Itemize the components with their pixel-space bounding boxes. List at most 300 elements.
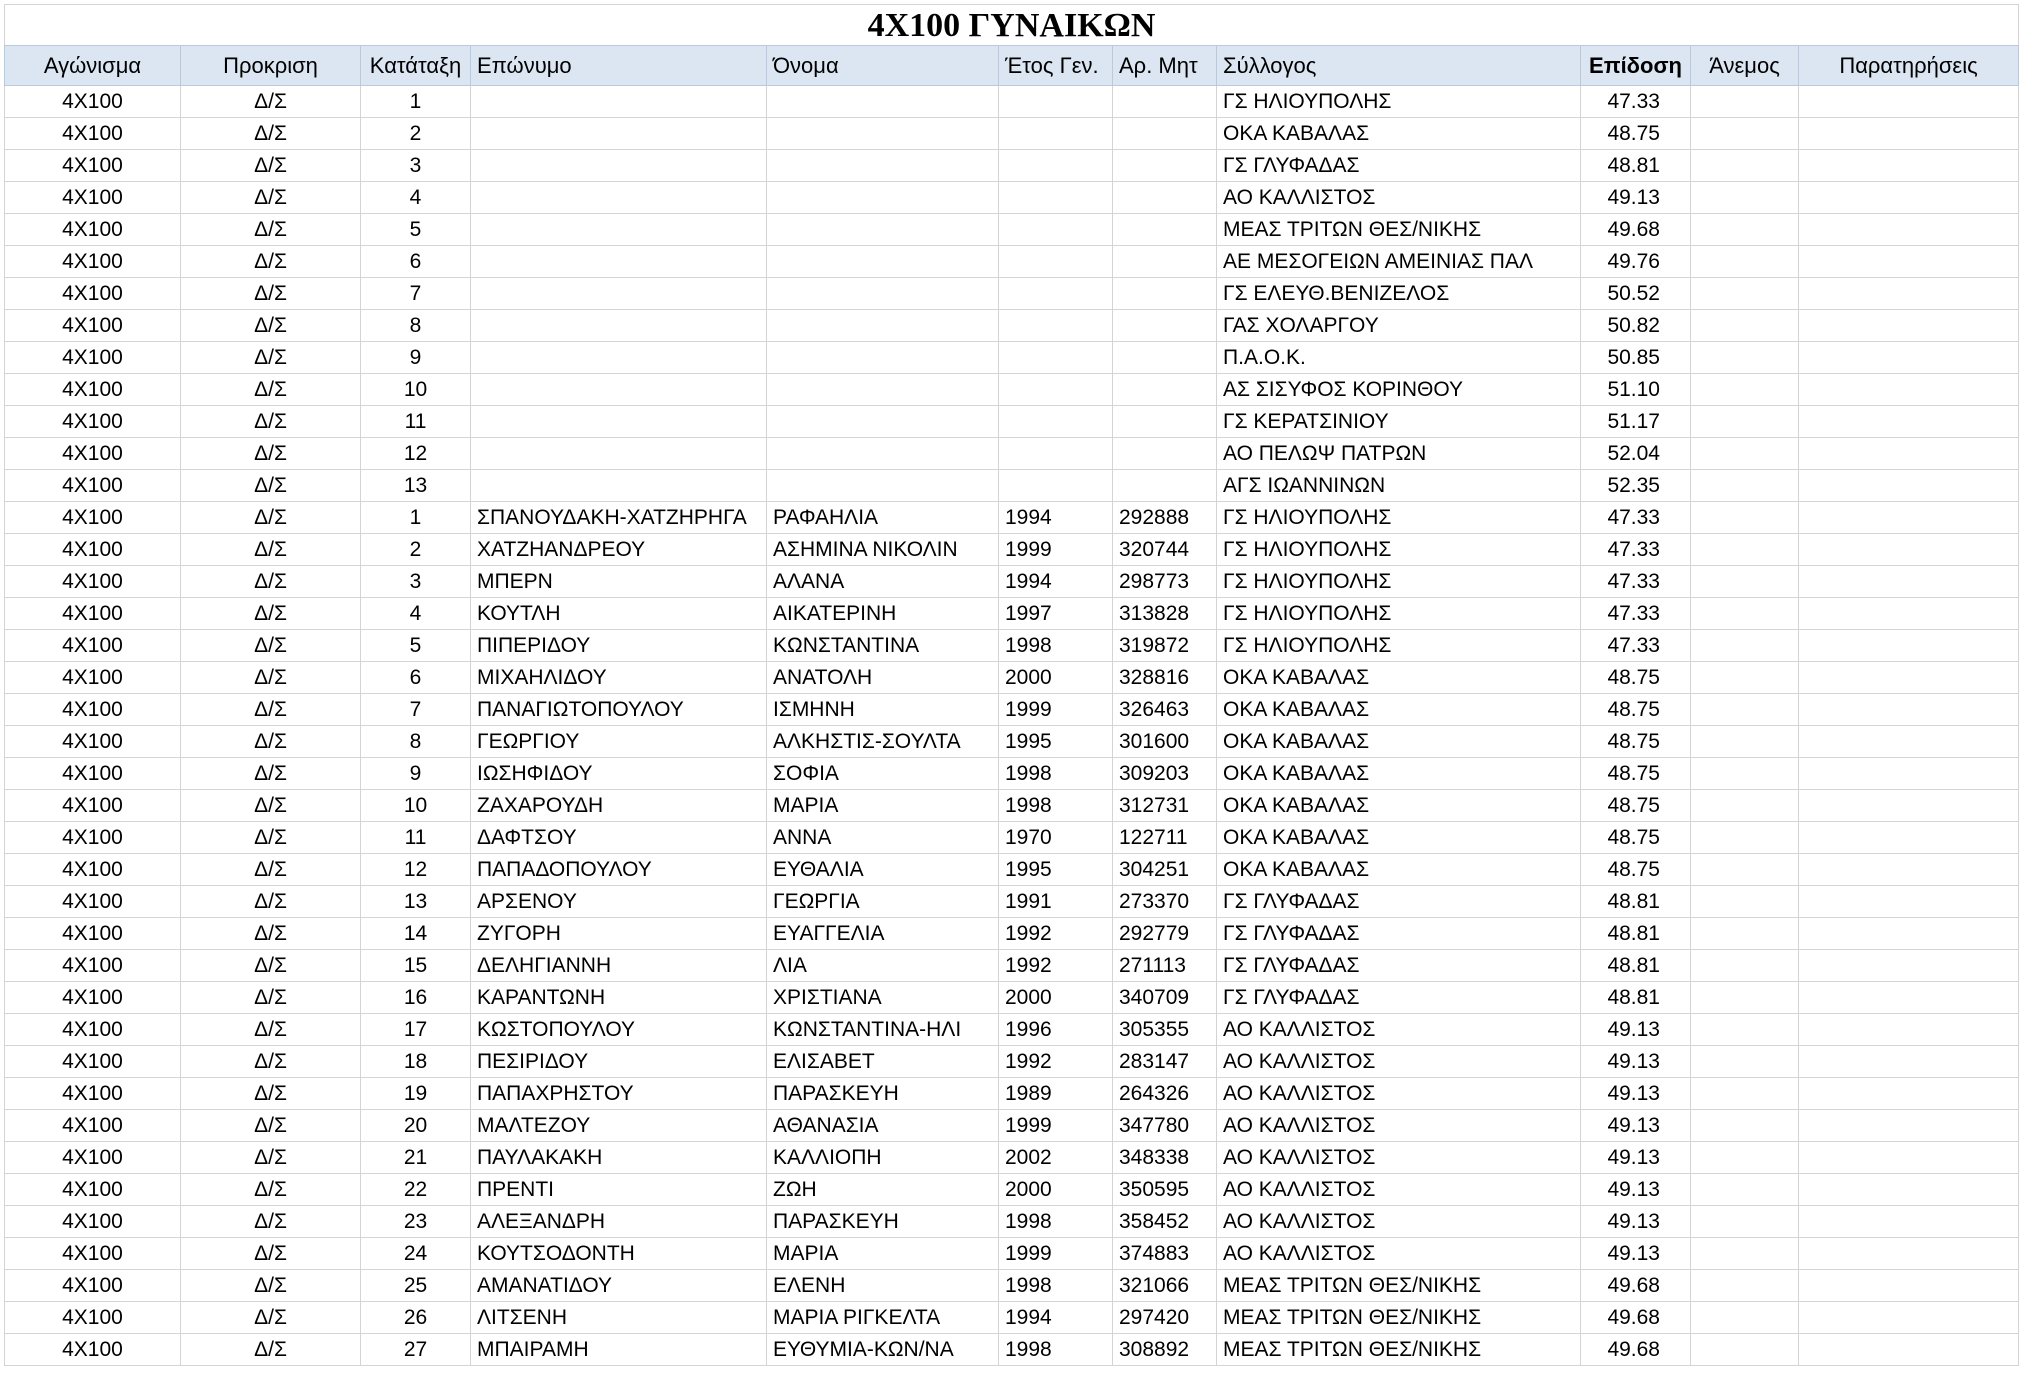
cell-qualification[interactable]: Δ/Σ: [181, 598, 361, 630]
cell-surname[interactable]: ΜΠΕΡΝ: [471, 566, 767, 598]
cell-name[interactable]: ΑΙΚΑΤΕΡΙΝΗ: [767, 598, 999, 630]
cell-wind[interactable]: [1691, 598, 1799, 630]
cell-wind[interactable]: [1691, 150, 1799, 182]
cell-rank[interactable]: 25: [361, 1270, 471, 1302]
cell-wind[interactable]: [1691, 438, 1799, 470]
cell-qualification[interactable]: Δ/Σ: [181, 534, 361, 566]
cell-performance[interactable]: 49.13: [1581, 182, 1691, 214]
cell-birth-year[interactable]: [999, 310, 1113, 342]
cell-registry-number[interactable]: 312731: [1113, 790, 1217, 822]
cell-name[interactable]: ΜΑΡΙΑ: [767, 790, 999, 822]
cell-notes[interactable]: [1799, 694, 2019, 726]
cell-name[interactable]: ΠΑΡΑΣΚΕΥΗ: [767, 1206, 999, 1238]
cell-surname[interactable]: ΠΙΠΕΡΙΔΟΥ: [471, 630, 767, 662]
cell-rank[interactable]: 7: [361, 278, 471, 310]
cell-performance[interactable]: 51.10: [1581, 374, 1691, 406]
cell-event[interactable]: 4X100: [5, 726, 181, 758]
cell-event[interactable]: 4X100: [5, 1174, 181, 1206]
cell-registry-number[interactable]: 292779: [1113, 918, 1217, 950]
cell-qualification[interactable]: Δ/Σ: [181, 1110, 361, 1142]
cell-name[interactable]: ΖΩΗ: [767, 1174, 999, 1206]
cell-club[interactable]: Π.Α.Ο.Κ.: [1217, 342, 1581, 374]
cell-qualification[interactable]: Δ/Σ: [181, 470, 361, 502]
cell-club[interactable]: ΟΚΑ ΚΑΒΑΛΑΣ: [1217, 694, 1581, 726]
cell-event[interactable]: 4X100: [5, 118, 181, 150]
cell-rank[interactable]: 1: [361, 86, 471, 118]
cell-birth-year[interactable]: 1992: [999, 918, 1113, 950]
cell-rank[interactable]: 19: [361, 1078, 471, 1110]
cell-qualification[interactable]: Δ/Σ: [181, 502, 361, 534]
cell-birth-year[interactable]: 1995: [999, 854, 1113, 886]
cell-wind[interactable]: [1691, 118, 1799, 150]
cell-birth-year[interactable]: 1970: [999, 822, 1113, 854]
cell-wind[interactable]: [1691, 1334, 1799, 1366]
cell-name[interactable]: ΚΩΝΣΤΑΝΤΙΝΑ-ΗΛΙ: [767, 1014, 999, 1046]
cell-birth-year[interactable]: 1998: [999, 790, 1113, 822]
cell-performance[interactable]: 47.33: [1581, 534, 1691, 566]
cell-rank[interactable]: 13: [361, 886, 471, 918]
cell-event[interactable]: 4X100: [5, 150, 181, 182]
cell-notes[interactable]: [1799, 438, 2019, 470]
cell-performance[interactable]: 52.04: [1581, 438, 1691, 470]
cell-name[interactable]: ΑΘΑΝΑΣΙΑ: [767, 1110, 999, 1142]
cell-notes[interactable]: [1799, 406, 2019, 438]
cell-name[interactable]: [767, 246, 999, 278]
cell-notes[interactable]: [1799, 374, 2019, 406]
cell-event[interactable]: 4X100: [5, 982, 181, 1014]
cell-wind[interactable]: [1691, 694, 1799, 726]
cell-performance[interactable]: 49.13: [1581, 1078, 1691, 1110]
cell-club[interactable]: ΑΟ ΚΑΛΛΙΣΤΟΣ: [1217, 1174, 1581, 1206]
cell-registry-number[interactable]: [1113, 438, 1217, 470]
cell-surname[interactable]: ΑΡΣΕΝΟΥ: [471, 886, 767, 918]
cell-performance[interactable]: 48.81: [1581, 150, 1691, 182]
cell-rank[interactable]: 12: [361, 854, 471, 886]
cell-wind[interactable]: [1691, 1142, 1799, 1174]
cell-qualification[interactable]: Δ/Σ: [181, 1014, 361, 1046]
cell-notes[interactable]: [1799, 1110, 2019, 1142]
cell-club[interactable]: ΓΣ ΗΛΙΟΥΠΟΛΗΣ: [1217, 86, 1581, 118]
cell-qualification[interactable]: Δ/Σ: [181, 790, 361, 822]
cell-notes[interactable]: [1799, 1078, 2019, 1110]
cell-performance[interactable]: 47.33: [1581, 566, 1691, 598]
cell-name[interactable]: ΚΩΝΣΤΑΝΤΙΝΑ: [767, 630, 999, 662]
cell-qualification[interactable]: Δ/Σ: [181, 1334, 361, 1366]
cell-qualification[interactable]: Δ/Σ: [181, 950, 361, 982]
cell-notes[interactable]: [1799, 118, 2019, 150]
cell-performance[interactable]: 47.33: [1581, 502, 1691, 534]
cell-name[interactable]: ΜΑΡΙΑ ΡΙΓΚΕΛΤΑ: [767, 1302, 999, 1334]
cell-event[interactable]: 4X100: [5, 374, 181, 406]
cell-event[interactable]: 4X100: [5, 566, 181, 598]
cell-surname[interactable]: ΠΑΠΑΧΡΗΣΤΟΥ: [471, 1078, 767, 1110]
cell-name[interactable]: ΕΛΙΣΑΒΕΤ: [767, 1046, 999, 1078]
cell-name[interactable]: [767, 310, 999, 342]
cell-club[interactable]: ΓΣ ΗΛΙΟΥΠΟΛΗΣ: [1217, 534, 1581, 566]
cell-registry-number[interactable]: 347780: [1113, 1110, 1217, 1142]
cell-name[interactable]: ΜΑΡΙΑ: [767, 1238, 999, 1270]
cell-qualification[interactable]: Δ/Σ: [181, 662, 361, 694]
cell-birth-year[interactable]: 1992: [999, 1046, 1113, 1078]
cell-rank[interactable]: 20: [361, 1110, 471, 1142]
cell-event[interactable]: 4X100: [5, 406, 181, 438]
cell-notes[interactable]: [1799, 950, 2019, 982]
cell-rank[interactable]: 4: [361, 598, 471, 630]
cell-qualification[interactable]: Δ/Σ: [181, 246, 361, 278]
cell-registry-number[interactable]: 283147: [1113, 1046, 1217, 1078]
cell-qualification[interactable]: Δ/Σ: [181, 438, 361, 470]
cell-notes[interactable]: [1799, 1302, 2019, 1334]
cell-notes[interactable]: [1799, 534, 2019, 566]
cell-qualification[interactable]: Δ/Σ: [181, 278, 361, 310]
cell-notes[interactable]: [1799, 726, 2019, 758]
cell-club[interactable]: ΑΓΣ ΙΩΑΝΝΙΝΩΝ: [1217, 470, 1581, 502]
cell-registry-number[interactable]: [1113, 310, 1217, 342]
cell-qualification[interactable]: Δ/Σ: [181, 118, 361, 150]
cell-wind[interactable]: [1691, 406, 1799, 438]
cell-club[interactable]: ΟΚΑ ΚΑΒΑΛΑΣ: [1217, 662, 1581, 694]
cell-wind[interactable]: [1691, 182, 1799, 214]
cell-performance[interactable]: 48.81: [1581, 886, 1691, 918]
cell-name[interactable]: ΚΑΛΛΙΟΠΗ: [767, 1142, 999, 1174]
cell-notes[interactable]: [1799, 86, 2019, 118]
cell-registry-number[interactable]: 319872: [1113, 630, 1217, 662]
cell-registry-number[interactable]: 340709: [1113, 982, 1217, 1014]
cell-event[interactable]: 4X100: [5, 886, 181, 918]
cell-club[interactable]: ΟΚΑ ΚΑΒΑΛΑΣ: [1217, 822, 1581, 854]
cell-event[interactable]: 4X100: [5, 502, 181, 534]
cell-registry-number[interactable]: 292888: [1113, 502, 1217, 534]
cell-club[interactable]: ΟΚΑ ΚΑΒΑΛΑΣ: [1217, 854, 1581, 886]
cell-registry-number[interactable]: 297420: [1113, 1302, 1217, 1334]
cell-surname[interactable]: [471, 406, 767, 438]
cell-registry-number[interactable]: [1113, 214, 1217, 246]
cell-rank[interactable]: 27: [361, 1334, 471, 1366]
cell-event[interactable]: 4X100: [5, 1142, 181, 1174]
cell-name[interactable]: ΑΝΑΤΟΛΗ: [767, 662, 999, 694]
cell-event[interactable]: 4X100: [5, 854, 181, 886]
cell-club[interactable]: ΑΟ ΚΑΛΛΙΣΤΟΣ: [1217, 1238, 1581, 1270]
cell-rank[interactable]: 12: [361, 438, 471, 470]
cell-name[interactable]: ΑΝΝΑ: [767, 822, 999, 854]
cell-surname[interactable]: [471, 86, 767, 118]
cell-rank[interactable]: 3: [361, 566, 471, 598]
cell-qualification[interactable]: Δ/Σ: [181, 758, 361, 790]
cell-qualification[interactable]: Δ/Σ: [181, 406, 361, 438]
cell-wind[interactable]: [1691, 278, 1799, 310]
cell-birth-year[interactable]: 1999: [999, 1238, 1113, 1270]
cell-wind[interactable]: [1691, 918, 1799, 950]
cell-event[interactable]: 4X100: [5, 1302, 181, 1334]
cell-rank[interactable]: 5: [361, 630, 471, 662]
cell-surname[interactable]: [471, 310, 767, 342]
cell-performance[interactable]: 47.33: [1581, 86, 1691, 118]
cell-event[interactable]: 4X100: [5, 438, 181, 470]
cell-name[interactable]: ΑΛΚΗΣΤΙΣ-ΣΟΥΛΤΑ: [767, 726, 999, 758]
cell-birth-year[interactable]: 2000: [999, 662, 1113, 694]
cell-name[interactable]: ΕΥΘΥΜΙΑ-ΚΩΝ/ΝΑ: [767, 1334, 999, 1366]
cell-surname[interactable]: [471, 342, 767, 374]
cell-club[interactable]: ΑΟ ΠΕΛΩΨ ΠΑΤΡΩΝ: [1217, 438, 1581, 470]
cell-registry-number[interactable]: 304251: [1113, 854, 1217, 886]
cell-event[interactable]: 4X100: [5, 630, 181, 662]
cell-event[interactable]: 4X100: [5, 1334, 181, 1366]
cell-birth-year[interactable]: 1994: [999, 502, 1113, 534]
cell-performance[interactable]: 48.75: [1581, 662, 1691, 694]
cell-performance[interactable]: 49.13: [1581, 1142, 1691, 1174]
cell-event[interactable]: 4X100: [5, 1046, 181, 1078]
cell-surname[interactable]: ΚΟΥΤΣΟΔΟΝΤΗ: [471, 1238, 767, 1270]
cell-wind[interactable]: [1691, 1302, 1799, 1334]
cell-event[interactable]: 4X100: [5, 182, 181, 214]
cell-birth-year[interactable]: [999, 118, 1113, 150]
cell-registry-number[interactable]: 348338: [1113, 1142, 1217, 1174]
cell-surname[interactable]: [471, 374, 767, 406]
cell-surname[interactable]: ΓΕΩΡΓΙΟΥ: [471, 726, 767, 758]
cell-wind[interactable]: [1691, 1270, 1799, 1302]
cell-rank[interactable]: 3: [361, 150, 471, 182]
cell-surname[interactable]: ΖΥΓΟΡΗ: [471, 918, 767, 950]
cell-surname[interactable]: [471, 438, 767, 470]
cell-qualification[interactable]: Δ/Σ: [181, 86, 361, 118]
cell-notes[interactable]: [1799, 854, 2019, 886]
cell-performance[interactable]: 49.13: [1581, 1014, 1691, 1046]
cell-name[interactable]: [767, 86, 999, 118]
cell-qualification[interactable]: Δ/Σ: [181, 1142, 361, 1174]
cell-birth-year[interactable]: [999, 342, 1113, 374]
cell-surname[interactable]: ΔΑΦΤΣΟΥ: [471, 822, 767, 854]
cell-club[interactable]: ΓΣ ΓΛΥΦΑΔΑΣ: [1217, 950, 1581, 982]
cell-rank[interactable]: 6: [361, 662, 471, 694]
cell-registry-number[interactable]: [1113, 246, 1217, 278]
cell-surname[interactable]: ΔΕΛΗΓΙΑΝΝΗ: [471, 950, 767, 982]
cell-club[interactable]: ΑΟ ΚΑΛΛΙΣΤΟΣ: [1217, 1206, 1581, 1238]
cell-registry-number[interactable]: 358452: [1113, 1206, 1217, 1238]
cell-qualification[interactable]: Δ/Σ: [181, 854, 361, 886]
cell-registry-number[interactable]: [1113, 182, 1217, 214]
cell-surname[interactable]: [471, 246, 767, 278]
cell-club[interactable]: ΜΕΑΣ ΤΡΙΤΩΝ ΘΕΣ/ΝΙΚΗΣ: [1217, 1334, 1581, 1366]
cell-birth-year[interactable]: [999, 374, 1113, 406]
cell-notes[interactable]: [1799, 470, 2019, 502]
cell-name[interactable]: ΙΣΜΗΝΗ: [767, 694, 999, 726]
cell-registry-number[interactable]: [1113, 342, 1217, 374]
cell-notes[interactable]: [1799, 1270, 2019, 1302]
cell-rank[interactable]: 23: [361, 1206, 471, 1238]
col-header-name[interactable]: Όνομα: [767, 46, 999, 86]
cell-event[interactable]: 4X100: [5, 918, 181, 950]
cell-surname[interactable]: [471, 470, 767, 502]
cell-surname[interactable]: ΣΠΑΝΟΥΔΑΚΗ-ΧΑΤΖΗΡΗΓΑ: [471, 502, 767, 534]
cell-name[interactable]: [767, 374, 999, 406]
cell-rank[interactable]: 10: [361, 790, 471, 822]
cell-notes[interactable]: [1799, 1046, 2019, 1078]
cell-registry-number[interactable]: [1113, 278, 1217, 310]
cell-qualification[interactable]: Δ/Σ: [181, 1078, 361, 1110]
cell-surname[interactable]: ΠΑΥΛΑΚΑΚΗ: [471, 1142, 767, 1174]
cell-birth-year[interactable]: [999, 86, 1113, 118]
cell-birth-year[interactable]: [999, 182, 1113, 214]
cell-birth-year[interactable]: 1996: [999, 1014, 1113, 1046]
cell-wind[interactable]: [1691, 790, 1799, 822]
cell-name[interactable]: ΕΥΘΑΛΙΑ: [767, 854, 999, 886]
cell-rank[interactable]: 16: [361, 982, 471, 1014]
cell-performance[interactable]: 48.75: [1581, 790, 1691, 822]
cell-rank[interactable]: 6: [361, 246, 471, 278]
cell-performance[interactable]: 48.75: [1581, 118, 1691, 150]
cell-name[interactable]: [767, 118, 999, 150]
cell-surname[interactable]: ΚΟΥΤΛΗ: [471, 598, 767, 630]
cell-wind[interactable]: [1691, 726, 1799, 758]
cell-name[interactable]: ΛΙΑ: [767, 950, 999, 982]
cell-notes[interactable]: [1799, 1142, 2019, 1174]
cell-qualification[interactable]: Δ/Σ: [181, 374, 361, 406]
cell-registry-number[interactable]: 273370: [1113, 886, 1217, 918]
cell-wind[interactable]: [1691, 1206, 1799, 1238]
cell-wind[interactable]: [1691, 886, 1799, 918]
cell-name[interactable]: [767, 342, 999, 374]
cell-event[interactable]: 4X100: [5, 86, 181, 118]
cell-performance[interactable]: 50.52: [1581, 278, 1691, 310]
cell-rank[interactable]: 13: [361, 470, 471, 502]
cell-qualification[interactable]: Δ/Σ: [181, 918, 361, 950]
cell-notes[interactable]: [1799, 502, 2019, 534]
cell-wind[interactable]: [1691, 854, 1799, 886]
cell-club[interactable]: ΓΣ ΗΛΙΟΥΠΟΛΗΣ: [1217, 566, 1581, 598]
cell-surname[interactable]: ΜΑΛΤΕΖΟΥ: [471, 1110, 767, 1142]
col-header-surname[interactable]: Επώνυμο: [471, 46, 767, 86]
cell-rank[interactable]: 2: [361, 534, 471, 566]
cell-event[interactable]: 4X100: [5, 1270, 181, 1302]
cell-performance[interactable]: 49.68: [1581, 1302, 1691, 1334]
cell-surname[interactable]: [471, 278, 767, 310]
cell-club[interactable]: ΟΚΑ ΚΑΒΑΛΑΣ: [1217, 758, 1581, 790]
cell-registry-number[interactable]: [1113, 470, 1217, 502]
cell-name[interactable]: [767, 278, 999, 310]
cell-wind[interactable]: [1691, 374, 1799, 406]
cell-rank[interactable]: 21: [361, 1142, 471, 1174]
cell-qualification[interactable]: Δ/Σ: [181, 1206, 361, 1238]
cell-performance[interactable]: 49.68: [1581, 1270, 1691, 1302]
cell-performance[interactable]: 48.81: [1581, 982, 1691, 1014]
cell-qualification[interactable]: Δ/Σ: [181, 822, 361, 854]
col-header-registry-number[interactable]: Αρ. Μητ: [1113, 46, 1217, 86]
cell-qualification[interactable]: Δ/Σ: [181, 982, 361, 1014]
cell-wind[interactable]: [1691, 246, 1799, 278]
cell-event[interactable]: 4X100: [5, 1078, 181, 1110]
cell-event[interactable]: 4X100: [5, 470, 181, 502]
cell-club[interactable]: ΑΣ ΣΙΣΥΦΟΣ ΚΟΡΙΝΘΟΥ: [1217, 374, 1581, 406]
cell-performance[interactable]: 49.13: [1581, 1174, 1691, 1206]
cell-registry-number[interactable]: 122711: [1113, 822, 1217, 854]
cell-notes[interactable]: [1799, 214, 2019, 246]
cell-surname[interactable]: ΧΑΤΖΗΑΝΔΡΕΟΥ: [471, 534, 767, 566]
cell-club[interactable]: ΜΕΑΣ ΤΡΙΤΩΝ ΘΕΣ/ΝΙΚΗΣ: [1217, 1270, 1581, 1302]
cell-birth-year[interactable]: [999, 214, 1113, 246]
cell-name[interactable]: [767, 406, 999, 438]
cell-performance[interactable]: 48.75: [1581, 822, 1691, 854]
cell-club[interactable]: ΑΟ ΚΑΛΛΙΣΤΟΣ: [1217, 1046, 1581, 1078]
cell-registry-number[interactable]: [1113, 86, 1217, 118]
cell-performance[interactable]: 49.13: [1581, 1110, 1691, 1142]
cell-surname[interactable]: ΛΙΤΣΕΝΗ: [471, 1302, 767, 1334]
cell-surname[interactable]: ΠΕΣΙΡΙΔΟΥ: [471, 1046, 767, 1078]
cell-surname[interactable]: ΜΙΧΑΗΛΙΔΟΥ: [471, 662, 767, 694]
cell-wind[interactable]: [1691, 1046, 1799, 1078]
cell-performance[interactable]: 51.17: [1581, 406, 1691, 438]
cell-performance[interactable]: 49.13: [1581, 1046, 1691, 1078]
cell-event[interactable]: 4X100: [5, 246, 181, 278]
cell-name[interactable]: [767, 150, 999, 182]
cell-event[interactable]: 4X100: [5, 1110, 181, 1142]
cell-notes[interactable]: [1799, 278, 2019, 310]
cell-notes[interactable]: [1799, 598, 2019, 630]
cell-birth-year[interactable]: 1997: [999, 598, 1113, 630]
cell-name[interactable]: ΑΣΗΜΙΝΑ ΝΙΚΟΛΙΝ: [767, 534, 999, 566]
cell-club[interactable]: ΓΣ ΕΛΕΥΘ.ΒΕΝΙΖΕΛΟΣ: [1217, 278, 1581, 310]
cell-club[interactable]: ΓΣ ΓΛΥΦΑΔΑΣ: [1217, 886, 1581, 918]
cell-event[interactable]: 4X100: [5, 822, 181, 854]
cell-rank[interactable]: 7: [361, 694, 471, 726]
cell-performance[interactable]: 48.81: [1581, 918, 1691, 950]
cell-wind[interactable]: [1691, 534, 1799, 566]
cell-rank[interactable]: 9: [361, 342, 471, 374]
cell-birth-year[interactable]: 2000: [999, 982, 1113, 1014]
cell-club[interactable]: ΓΣ ΗΛΙΟΥΠΟΛΗΣ: [1217, 502, 1581, 534]
cell-notes[interactable]: [1799, 662, 2019, 694]
col-header-birth-year[interactable]: Έτος Γεν.: [999, 46, 1113, 86]
cell-qualification[interactable]: Δ/Σ: [181, 566, 361, 598]
cell-club[interactable]: ΓΣ ΓΛΥΦΑΔΑΣ: [1217, 982, 1581, 1014]
cell-event[interactable]: 4X100: [5, 534, 181, 566]
cell-club[interactable]: ΑΟ ΚΑΛΛΙΣΤΟΣ: [1217, 1078, 1581, 1110]
cell-birth-year[interactable]: 1998: [999, 1206, 1113, 1238]
cell-notes[interactable]: [1799, 1206, 2019, 1238]
cell-birth-year[interactable]: 1999: [999, 1110, 1113, 1142]
cell-notes[interactable]: [1799, 1014, 2019, 1046]
cell-rank[interactable]: 10: [361, 374, 471, 406]
cell-rank[interactable]: 22: [361, 1174, 471, 1206]
cell-qualification[interactable]: Δ/Σ: [181, 1270, 361, 1302]
cell-qualification[interactable]: Δ/Σ: [181, 886, 361, 918]
cell-wind[interactable]: [1691, 86, 1799, 118]
cell-surname[interactable]: ΜΠΑΙΡΑΜΗ: [471, 1334, 767, 1366]
cell-qualification[interactable]: Δ/Σ: [181, 182, 361, 214]
cell-registry-number[interactable]: 271113: [1113, 950, 1217, 982]
cell-performance[interactable]: 48.81: [1581, 950, 1691, 982]
cell-qualification[interactable]: Δ/Σ: [181, 310, 361, 342]
col-header-notes[interactable]: Παρατηρήσεις: [1799, 46, 2019, 86]
cell-wind[interactable]: [1691, 630, 1799, 662]
cell-surname[interactable]: ΚΑΡΑΝΤΩΝΗ: [471, 982, 767, 1014]
cell-club[interactable]: ΑΟ ΚΑΛΛΙΣΤΟΣ: [1217, 182, 1581, 214]
cell-performance[interactable]: 49.68: [1581, 214, 1691, 246]
cell-wind[interactable]: [1691, 822, 1799, 854]
cell-birth-year[interactable]: [999, 406, 1113, 438]
col-header-rank[interactable]: Κατάταξη: [361, 46, 471, 86]
cell-birth-year[interactable]: [999, 150, 1113, 182]
cell-name[interactable]: ΣΟΦΙΑ: [767, 758, 999, 790]
cell-club[interactable]: ΓΑΣ ΧΟΛΑΡΓΟΥ: [1217, 310, 1581, 342]
cell-wind[interactable]: [1691, 1174, 1799, 1206]
cell-wind[interactable]: [1691, 1014, 1799, 1046]
cell-notes[interactable]: [1799, 182, 2019, 214]
cell-event[interactable]: 4X100: [5, 758, 181, 790]
cell-club[interactable]: ΑΟ ΚΑΛΛΙΣΤΟΣ: [1217, 1014, 1581, 1046]
cell-birth-year[interactable]: [999, 470, 1113, 502]
cell-birth-year[interactable]: 1998: [999, 1334, 1113, 1366]
cell-name[interactable]: [767, 438, 999, 470]
